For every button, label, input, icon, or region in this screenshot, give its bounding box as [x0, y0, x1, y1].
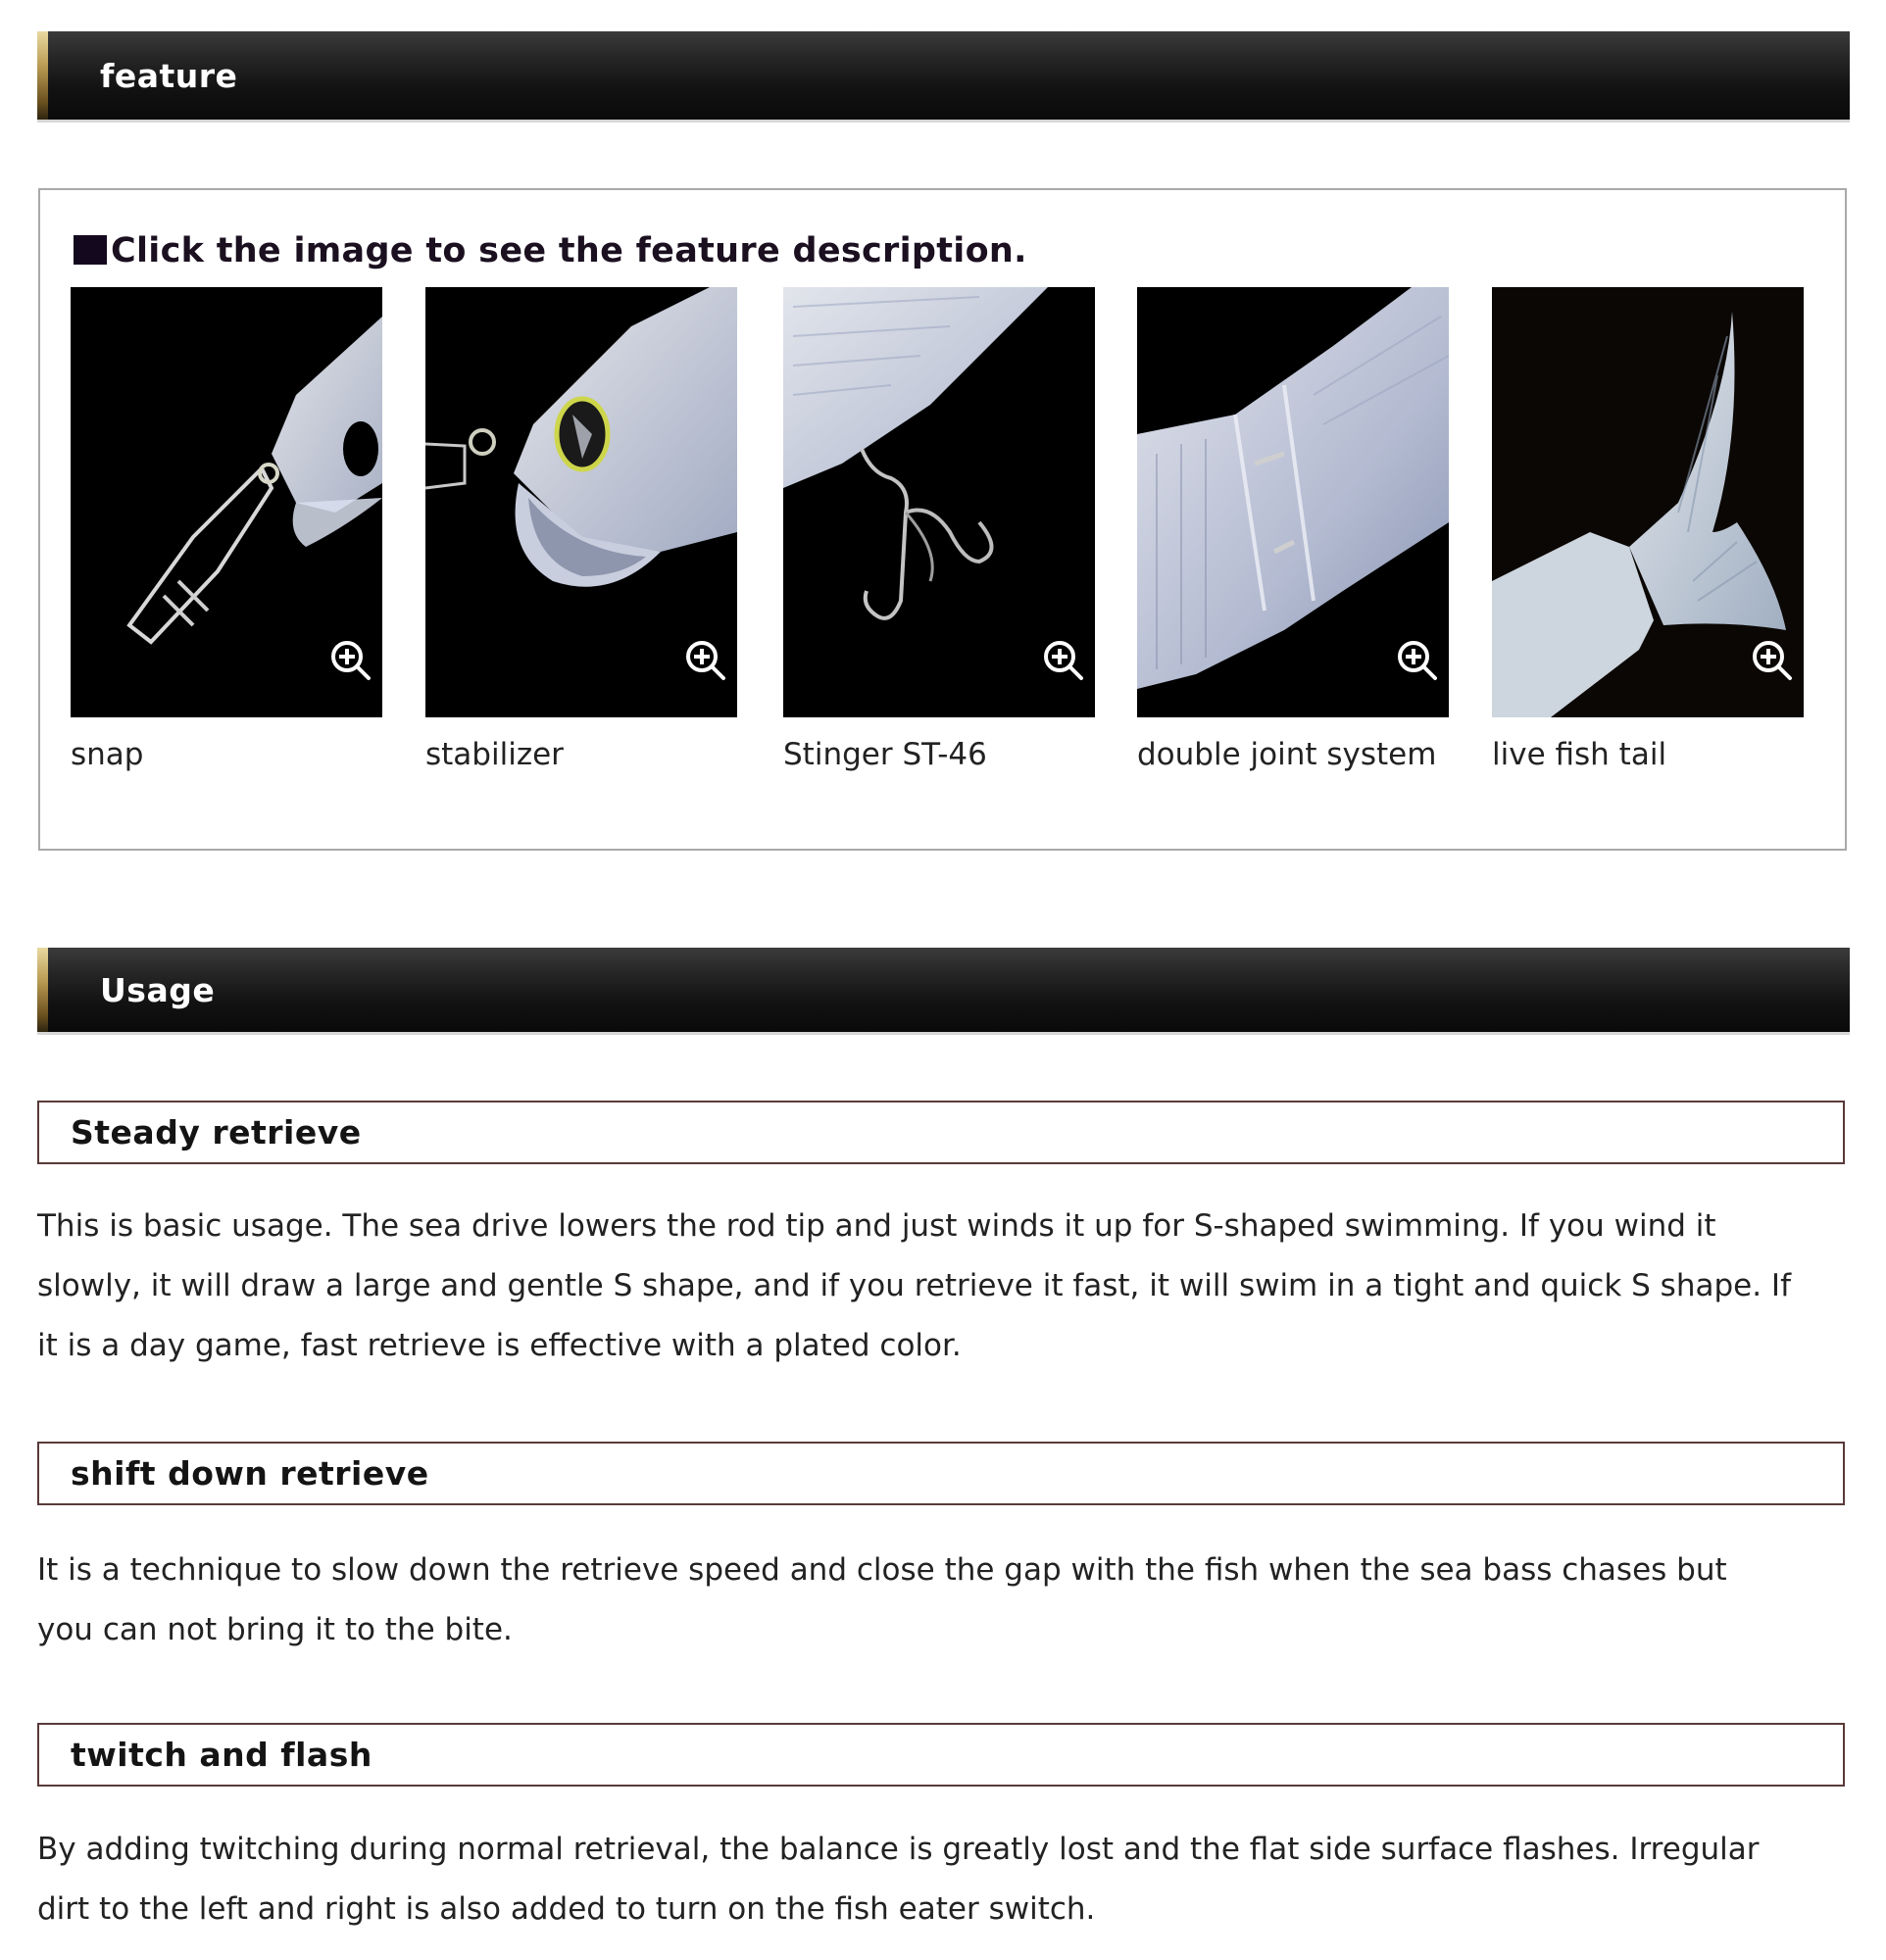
- feature-thumb-snap[interactable]: [71, 287, 382, 717]
- feature-thumb-stabilizer[interactable]: [425, 287, 737, 717]
- usage-header-title: Usage: [100, 970, 216, 1009]
- paragraph-line: it is a day game, fast retrieve is effective with a plated color.: [37, 1328, 962, 1363]
- usage-subheading-twitch-and-flash: [37, 1723, 1845, 1787]
- usage-subheading-shift-down-retrieve: [37, 1442, 1845, 1505]
- feature-thumb-stinger[interactable]: [783, 287, 1095, 717]
- square-bullet-icon: [74, 235, 107, 265]
- paragraph-line: By adding twitching during normal retrieval, the balance is greatly lost and the flat side surface flashes. Irregular: [37, 1832, 1760, 1867]
- feature-instruction-text: Click the image to see the feature description.: [111, 231, 1027, 270]
- paragraph-line: It is a technique to slow down the retrieve speed and close the gap with the fish when the sea bass chases but: [37, 1552, 1727, 1588]
- subheading-title: shift down retrieve: [71, 1454, 429, 1493]
- feature-label-stinger[interactable]: Stinger ST-46: [783, 737, 987, 772]
- feature-label-snap[interactable]: snap: [71, 737, 144, 772]
- usage-subheading-steady-retrieve: [37, 1101, 1845, 1164]
- feature-section-header: [37, 31, 1850, 120]
- feature-thumb-double-joint[interactable]: [1137, 287, 1449, 717]
- feature-header-title: feature: [100, 56, 238, 95]
- feature-thumb-live-fish-tail[interactable]: [1492, 287, 1804, 717]
- zoom-in-icon[interactable]: [1042, 639, 1085, 682]
- zoom-in-icon[interactable]: [684, 639, 727, 682]
- feature-instruction: [74, 231, 1027, 270]
- feature-label-double-joint[interactable]: double joint system: [1137, 737, 1437, 772]
- header-gold-accent: [37, 948, 48, 1032]
- usage-paragraph-twitch-and-flash: [37, 1820, 1851, 1939]
- subheading-title: Steady retrieve: [71, 1113, 362, 1152]
- zoom-in-icon[interactable]: [1396, 639, 1439, 682]
- feature-label-stabilizer[interactable]: stabilizer: [425, 737, 564, 772]
- subheading-title: twitch and flash: [71, 1736, 372, 1774]
- paragraph-line: dirt to the left and right is also added to turn on the fish eater switch.: [37, 1891, 1096, 1927]
- zoom-in-icon[interactable]: [329, 639, 372, 682]
- usage-paragraph-shift-down-retrieve: [37, 1541, 1851, 1660]
- zoom-in-icon[interactable]: [1751, 639, 1794, 682]
- usage-paragraph-steady-retrieve: [37, 1197, 1851, 1376]
- usage-section-header: [37, 948, 1850, 1032]
- paragraph-line: you can not bring it to the bite.: [37, 1612, 513, 1647]
- paragraph-line: This is basic usage. The sea drive lowers the rod tip and just winds it up for S-shaped swimming. If you wind it: [37, 1208, 1716, 1244]
- header-gold-accent: [37, 31, 48, 120]
- paragraph-line: slowly, it will draw a large and gentle S shape, and if you retrieve it fast, it will swim in a tight and quick S shape. If: [37, 1268, 1791, 1303]
- feature-label-live-fish-tail[interactable]: live fish tail: [1492, 737, 1667, 772]
